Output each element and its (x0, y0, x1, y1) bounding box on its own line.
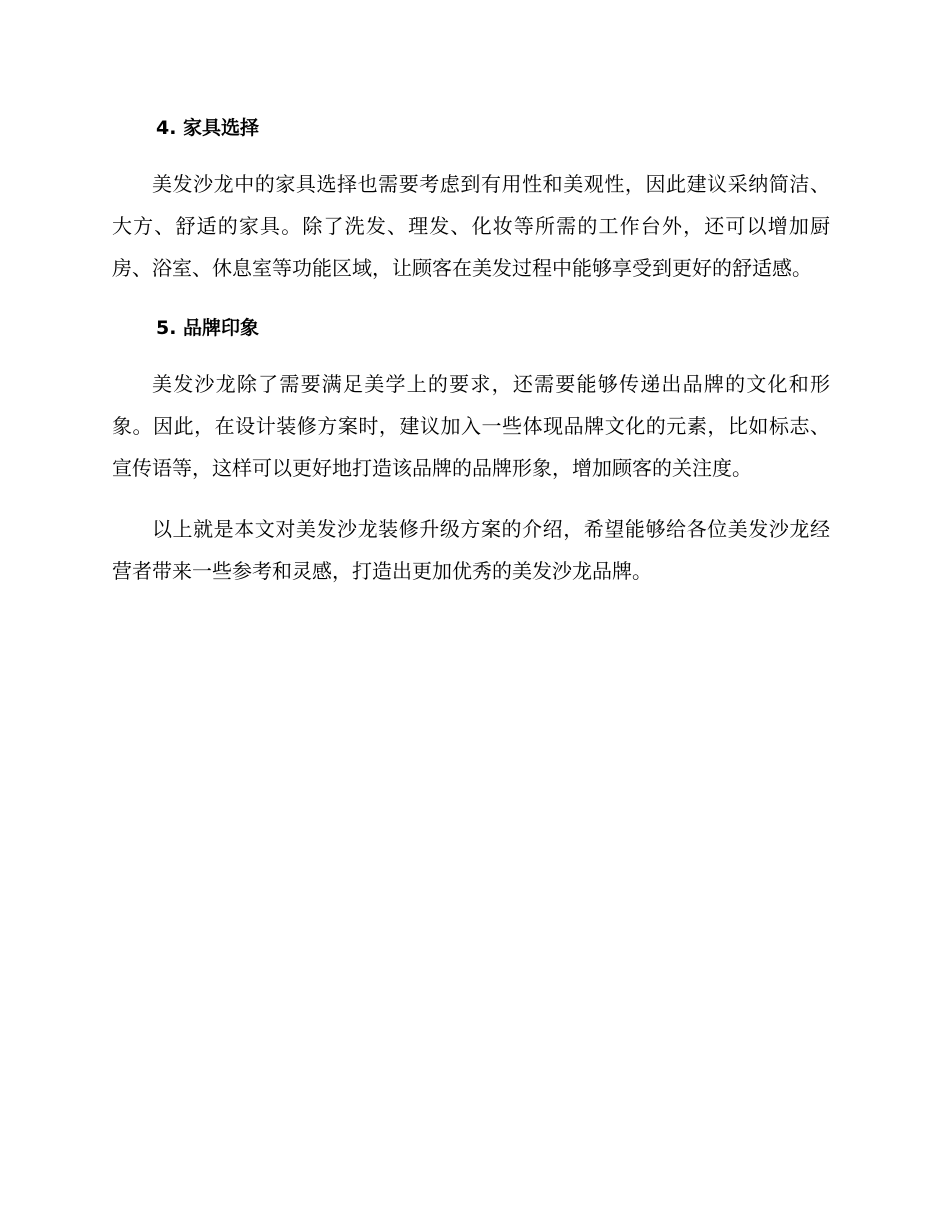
conclusion-paragraph: 以上就是本文对美发沙龙装修升级方案的介绍，希望能够给各位美发沙龙经营者带来一些参考和灵感，打造出更加优秀的美发沙龙品牌。 (112, 517, 830, 583)
document-page (112, 108, 830, 592)
section-heading-furniture: 4. 家具选择 (156, 117, 260, 139)
section-heading-brand: 5. 品牌印象 (156, 317, 260, 339)
section-paragraph-furniture: 美发沙龙中的家具选择也需要考虑到有用性和美观性，因此建议采纳简洁、大方、舒适的家具。除了洗发、理发、化妆等所需的工作台外，还可以增加厨房、浴室、休息室等功能区域，让顾客在美发过程中能够享受到更好的舒适感。 (112, 172, 830, 280)
section-paragraph-brand: 美发沙龙除了需要满足美学上的要求，还需要能够传递出品牌的文化和形象。因此，在设计装修方案时，建议加入一些体现品牌文化的元素，比如标志、宣传语等，这样可以更好地打造该品牌的品牌形象，增加顾客的关注度。 (112, 372, 830, 480)
